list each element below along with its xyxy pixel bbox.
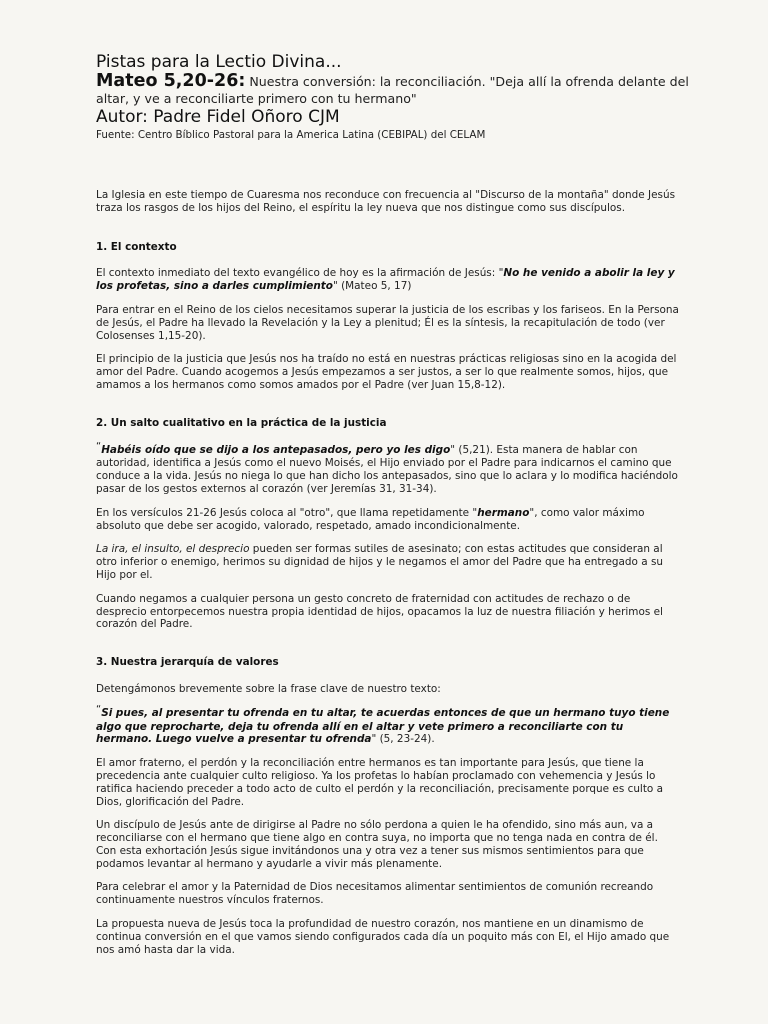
- paragraph-text: " (5,21). Esta manera de hablar con autoridad, identifica a Jesús como el nuevo Moisés, el Hijo enviado por el Padre para indicarnos el camino que conduce a la vida. Jesús no niega lo que han dicho los antepasados, sino que lo aclara y lo modifica haciéndolo pasar de los gestos externos al corazón (ver Jeremías 31, 31-34).: [96, 443, 678, 495]
- quote-text: Habéis oído que se dijo a los antepasados, pero yo les digo: [101, 443, 451, 456]
- open-quote-mark: “: [96, 440, 102, 452]
- section-2-paragraph-3: [96, 543, 679, 581]
- section-1-heading: 1. El contexto: [96, 240, 177, 253]
- paragraph-text: pueden ser formas sutiles de asesinato; con estas actitudes que consideran al otro inferior o enemigo, herimos su dignidad de hijos y le negamos el amor del Padre que ha entregado a su Hijo por el.: [96, 543, 664, 581]
- intro-paragraph: La Iglesia en este tiempo de Cuaresma nos reconduce con frecuencia al "Discurso de la montaña" donde Jesús traza los rasgos de los hijos del Reino, el espíritu la ley nueva que nos distingue como sus discípulos.: [96, 189, 676, 214]
- open-quote-mark: “: [96, 703, 102, 715]
- section-2-paragraph-1: [96, 440, 679, 496]
- section-3-paragraph-6: La propuesta nueva de Jesús toca la profundidad de nuestro corazón, nos mantiene en un dinamismo de continua conversión en el que vamos siendo configurados cada día un poquito más con El, el Hijo amado que nos amó hasta dar la vida.: [96, 918, 670, 956]
- quote-text: No he venido a abolir la ley y los profetas, sino a darles cumplimiento: [96, 267, 675, 293]
- paragraph-text: " (5, 23-24).: [371, 733, 435, 746]
- section-3-heading: 3. Nuestra jerarquía de valores: [96, 656, 279, 669]
- section-3-paragraph-3: El amor fraterno, el perdón y la reconciliación entre hermanos es tan importante para Jesús, que tiene la precedencia ante cualquier culto religioso. Ya los profetas lo habían proclamado con vehemencia y Jesús lo ratifica haciendo preceder a todo acto de culto el perdón y la reconciliación, precisamente porque es culto a Dios, glorificación del Padre.: [96, 757, 664, 808]
- italic-text: La ira, el insulto, el desprecio: [96, 543, 250, 556]
- paragraph-text: ", como valor máximo absoluto que debe ser acogido, valorado, respetado, amado incondicionalmente.: [96, 506, 645, 532]
- section-3-paragraph-2: [96, 703, 679, 746]
- source-line: Fuente: Centro Bíblico Pastoral para la America Latina (CEBIPAL) del CELAM: [96, 129, 486, 141]
- verse-reference: Mateo 5,20-26:: [96, 71, 246, 91]
- emphasis-word: hermano: [477, 506, 530, 519]
- section-3-paragraph-5: Para celebrar el amor y la Paternidad de Dios necesitamos alimentar sentimientos de comunión recreando continuamente nuestros vínculos fraternos.: [96, 881, 654, 907]
- section-3-paragraph-4: Un discípulo de Jesús ante de dirigirse al Padre no sólo perdona a quien le ha ofendido, sino más aun, va a reconciliarse con el hermano que tiene algo en contra suya, no importa que no tenga nada en contra de él. Con esta exhortación Jesús sigue invitándonos una y otra vez a tener sus mismos sentimientos para que podamos levantar al hermano y ayudarle a vivir más plenamente.: [96, 819, 658, 870]
- author-line: Autor: Padre Fidel Oñoro CJM: [96, 107, 340, 127]
- series-title: Pistas para la Lectio Divina...: [96, 52, 342, 72]
- document-header: [96, 52, 696, 142]
- quote-text: Si pues, al presentar tu ofrenda en tu altar, te acuerdas entonces de que un hermano tuyo tiene algo que reprocharte, deja tu ofrenda allí en el altar y vete primero a reconciliarte con tu hermano. Luego vuelve a presentar tu ofrenda: [96, 706, 670, 746]
- document-body: [96, 189, 679, 956]
- verse-line: [96, 73, 696, 107]
- section-3-paragraph-1: Detengámonos brevemente sobre la frase clave de nuestro texto:: [96, 682, 441, 695]
- paragraph-text: El contexto inmediato del texto evangélico de hoy es la afirmación de Jesús: ": [96, 267, 504, 280]
- section-2-paragraph-2: [96, 507, 679, 533]
- section-2-paragraph-4: Cuando negamos a cualquier persona un gesto concreto de fraternidad con actitudes de rechazo o de desprecio entorpecemos nuestra propia identidad de hijos, opacamos la luz de nuestra filiación y herimos el corazón del Padre.: [96, 592, 663, 631]
- section-1-paragraph-1: [96, 267, 679, 293]
- verse-title: Nuestra conversión: la reconciliación. "Deja allí la ofrenda delante del altar, y ve a reconciliarte primero con tu hermano": [96, 74, 689, 106]
- section-1-paragraph-3: El principio de la justicia que Jesús nos ha traído no está en nuestras prácticas religiosas sino en la acogida del amor del Padre. Cuando acogemos a Jesús empezamos a ser justos, a ser lo que realmente somos, hijos, que amamos a los hermanos como somos amados por el Padre (ver Juan 15,8-12).: [96, 353, 677, 391]
- paragraph-text: " (Mateo 5, 17): [332, 280, 412, 293]
- section-1-paragraph-2: Para entrar en el Reino de los cielos necesitamos superar la justicia de los escribas y los fariseos. En la Persona de Jesús, el Padre ha llevado la Revelación y la Ley a plenitud; Él es la síntesis, la recapitulación de todo (ver Colosenses 1,15-20).: [96, 303, 679, 342]
- section-2-heading: 2. Un salto cualitativo en la práctica de la justicia: [96, 416, 387, 429]
- paragraph-text: En los versículos 21-26 Jesús coloca al "otro", que llama repetidamente ": [96, 506, 478, 519]
